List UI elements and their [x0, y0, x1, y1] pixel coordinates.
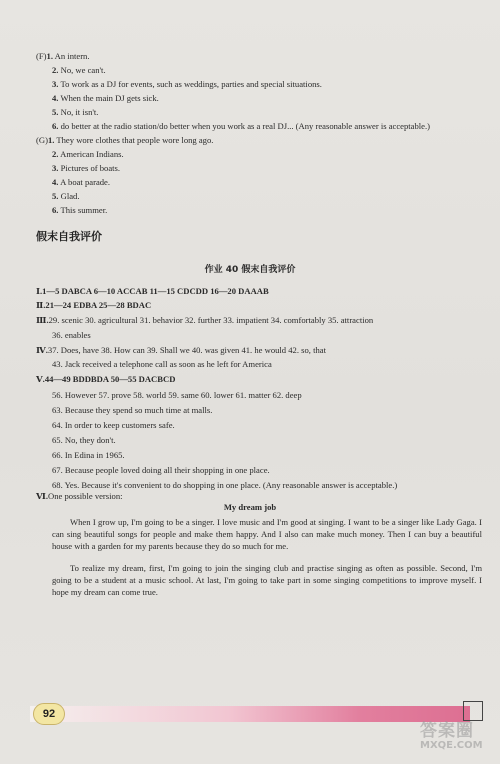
part-5-answers-line2: 56. However 57. prove 58. world 59. same 60. lower 61. matter 62. deep	[52, 390, 302, 400]
answer-g-2: 2. American Indians.	[52, 149, 124, 159]
part-5-answer-64: 64. In order to keep customers safe.	[52, 420, 175, 430]
part-3-answers-line1: Ⅲ.29. scenic 30. agricultural 31. behavior 32. further 33. impatient 34. comfortably 35. attraction	[36, 315, 374, 325]
essay-paragraph-2: To realize my dream, first, I'm going to join the singing club and practise singing as often as possible. Second, I'm going to be a student at a music school. At last, I'm going to take part in some singing competitions to improve myself. I hope my dream can come true.	[52, 563, 482, 597]
part-5-answer-63: 63. Because they spend so much time at malls.	[52, 405, 213, 415]
watermark-text: 答案圈	[420, 721, 474, 741]
watermark-url: MXQE.COM	[420, 740, 483, 751]
answer-g-5: 5. Glad.	[52, 191, 80, 201]
part-5-answer-68: 68. Yes. Because it's convenient to do shopping in one place. (Any reasonable answer is acceptable.)	[52, 480, 398, 490]
answer-g-1: (G)1. They wore clothes that people wore long ago.	[36, 135, 214, 145]
part-5-answer-67: 67. Because people loved doing all their shopping in one place.	[52, 465, 270, 475]
answer-g-6: 6. This summer.	[52, 205, 108, 215]
part-4-answers-line1: Ⅳ.37. Does, have 38. How can 39. Shall we 40. was given 41. he would 42. so, that	[36, 345, 326, 355]
part-5-answer-66: 66. In Edina in 1965.	[52, 450, 125, 460]
part-3-answers-line2: 36. enables	[52, 330, 91, 340]
part-4-answers-line2: 43. Jack received a telephone call as soon as he left for America	[52, 359, 272, 369]
answer-g-3: 3. Pictures of boats.	[52, 163, 121, 173]
answer-f-2: 2. No, we can't.	[52, 65, 106, 75]
homework-title: 作业 40 假末自我评价	[204, 265, 296, 275]
page-number: 92	[33, 703, 65, 725]
footer-band	[30, 706, 470, 722]
part-5-answers-line1: Ⅴ.44—49 BDDBDA 50—55 DACBCD	[36, 374, 176, 384]
answer-f-5: 5. No, it isn't.	[52, 107, 99, 117]
corner-box-icon	[463, 701, 483, 721]
part-6-intro: Ⅵ.One possible version:	[36, 491, 123, 501]
section-title: 假末自我评价	[36, 230, 102, 243]
answer-g-4: 4. A boat parade.	[52, 177, 111, 187]
answer-f-3: 3. To work as a DJ for events, such as weddings, parties and special situations.	[52, 79, 322, 89]
essay-paragraph-1: When I grow up, I'm going to be a singer. I love music and I'm good at singing. I want to be a singer like Lady Gaga. I can sing beautiful songs for people and make them happy. And I also can make much money. Then I can buy a beautiful house with a garden for my parents because they do so much for me.	[52, 517, 482, 551]
essay-title: My dream job	[223, 502, 277, 512]
part-2-answers: Ⅱ.21—24 EDBA 25—28 BDAC	[36, 300, 152, 310]
part-1-answers: Ⅰ.1—5 DABCA 6—10 ACCAB 11—15 CDCDD 16—20 DAAAB	[36, 286, 269, 296]
watermark	[420, 722, 483, 751]
answer-f-1: (F)1. An intern.	[36, 51, 90, 61]
answer-f-6: 6. do better at the radio station/do better when you work as a real DJ... (Any reasonable answer is acceptable.)	[52, 121, 431, 131]
answer-f-4: 4. When the main DJ gets sick.	[52, 93, 159, 103]
part-5-answer-65: 65. No, they don't.	[52, 435, 116, 445]
